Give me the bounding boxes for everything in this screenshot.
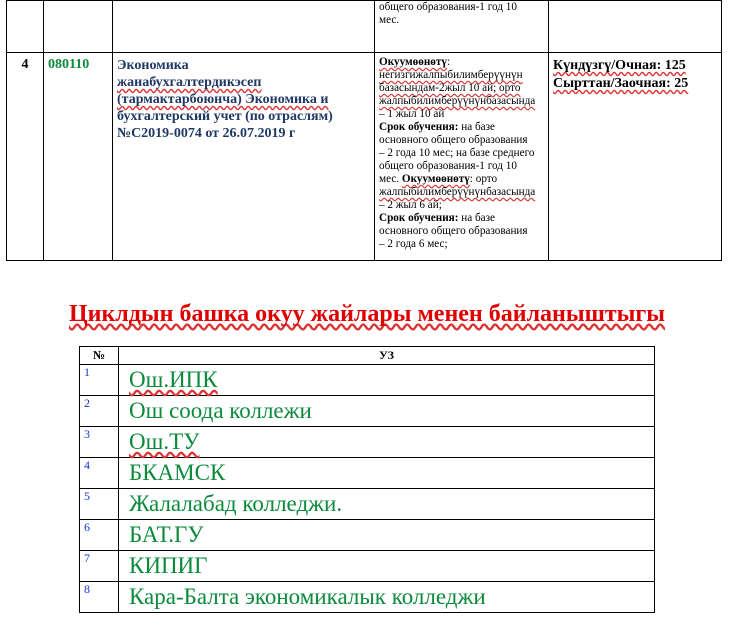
specialty-code: 080110 <box>44 53 113 261</box>
institution-name: БАТ.ГУ <box>119 520 655 551</box>
row-number: 4 <box>7 53 44 261</box>
row-num: 7 <box>80 551 119 582</box>
table-row <box>80 365 655 396</box>
table-row <box>80 458 655 489</box>
institution-name: БКАМСК <box>119 458 655 489</box>
row-num: 1 <box>80 365 119 396</box>
row-num: 4 <box>80 458 119 489</box>
institutions-table <box>79 346 655 613</box>
institution-name: Ош соода коллежи <box>119 396 655 427</box>
institution-name: Ош.ТУ <box>119 427 655 458</box>
table-row <box>80 489 655 520</box>
institution-name: Ош.ИПК <box>119 365 655 396</box>
table-row <box>80 520 655 551</box>
table-row <box>80 582 655 613</box>
row-num: 6 <box>80 520 119 551</box>
table-row <box>80 551 655 582</box>
institution-name: Жалалабад колледжи. <box>119 489 655 520</box>
table-row <box>80 396 655 427</box>
header-name: УЗ <box>119 347 655 365</box>
institution-name: КИПИГ <box>119 551 655 582</box>
full-time-count: Күндүзгү/Очная: 125 <box>553 58 686 73</box>
section-heading: Циклдын башка окуу жайлары менен байланыштыгы <box>68 301 666 327</box>
table-row <box>80 427 655 458</box>
institution-name: Кара-Балта экономикалык колледжи <box>119 582 655 613</box>
prev-study-cell: общего образования-1 год 10 мес. <box>375 1 549 53</box>
study-forms-cell <box>549 53 722 261</box>
specialty-row <box>7 53 722 261</box>
row-num: 3 <box>80 427 119 458</box>
prev-row <box>7 1 722 53</box>
table-header <box>80 347 655 365</box>
row-num: 5 <box>80 489 119 520</box>
specialty-title: Экономика жанабухгалтердикэсеп (тармактарбоюнча) Экономика и бухгалтерский учет (по отраслям) №С2019-0074 от 26.07.2019 г <box>113 53 375 261</box>
header-num: № <box>80 347 119 365</box>
row-num: 2 <box>80 396 119 427</box>
specialty-table <box>6 0 722 261</box>
study-duration-cell: Окуумөөнөтү: негизгижалпыбилимберүүнүн базасындам-2жыл 10 ай; орто жалпыбилимберүүнүнбазасында – 1 жыл 10 ай Срок обучения: на базе основного общего образования – 2 года 10 мес; на базе среднего общего образования-1 год 10 мес. Окуумөөнөтү: орто жалпыбилимберүүнүнбазасында – 2 жыл 6 ай; Срок обучения: на базе основного общего образования – 2 года 6 мес; <box>375 53 549 261</box>
part-time-count: Сырттан/Заочная: 25 <box>553 76 689 91</box>
row-num: 8 <box>80 582 119 613</box>
